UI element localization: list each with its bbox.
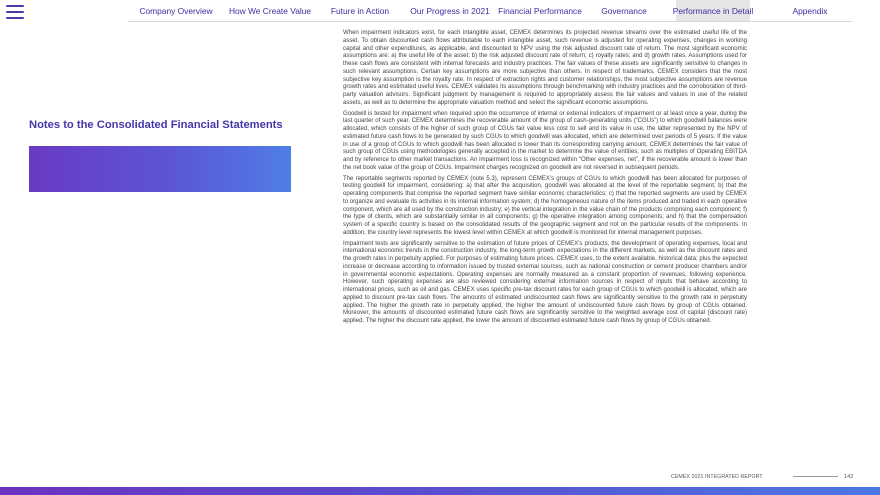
paragraph-reportable-segments: The reportable segments reported by CEMEX (note 5.3), represent CEMEX’s groups of CGUs to which goodwill has been allocated for purposes of testing goodwill for impairment, considering: a) that after the acquisition, goodwill was allocated at the level of the reportable segment; b) that the operating components that comprise the reported segment have similar economic characteristics; c) that the reported segments are used by CEMEX to organize and evaluate its activities in its internal information system; d) the homogeneous nature of the items produced and traded in each operative component, which are all used by the construction industry; e) the vertical integration in the value chain of the products comprising each component; f) the type of clients, which are substantially similar in all components; g) the operative integration among components; and h) that the compensation system of a specific country is based on the consolidated results of the geographic segment and not on the particular results of the components. In addition, the country level represents the lowest level within CEMEX at which goodwill is monitored for internal management purposes. (343, 175, 747, 236)
section-title: Notes to the Consolidated Financial Statements (29, 119, 283, 131)
nav-item-how-we-create-value[interactable]: How We Create Value (228, 5, 312, 16)
paragraph-impairment-sensitivity: Impairment tests are significantly sensitive to the estimation of future prices of CEMEX’s products, the development of operating expenses, local and international economic trends in the construction industry, the long-term growth expectations in the different markets, as well as the discount rates and the growth rates in perpetuity applied. For purposes of estimating future prices, CEMEX uses, to the extent available, historical data; plus the expected increase or decrease according to information issued by trusted external sources, such as national construction or cement producer chambers and/or in governmental economic expectations. Operating expenses are normally measured as a constant proportion of revenues, following experience. However, such operating expenses are also reviewed considering external information sources in respect of inputs that behave according to international prices, such as oil and gas. CEMEX uses specific pre-tax discount rates for each group of CGUs to which goodwill is allocated, which are applied to discount pre-tax cash flows. The amounts of estimated undiscounted cash flows are significantly sensitive to the growth rate in perpetuity applied. The higher the growth rate in perpetuity applied, the higher the amount of undiscounted future cash flows by group of CGUs obtained. Moreover, the amounts of discounted estimated future cash flows are significantly sensitive to the weighted average cost of capital (discount rate) applied. The higher the discount rate applied, the lower the amount of discounted estimated future cash flows by group of CGUs obtained. (343, 240, 747, 324)
nav-item-performance-in-detail[interactable]: Performance in Detail (676, 0, 750, 21)
paragraph-intangible-assets: When impairment indicators exist, for each intangible asset, CEMEX determines its projected revenue streams over the estimated useful life of the asset. To obtain discounted cash flows attributable to each intangible asset, such revenue is adjusted for operating expenses, changes in working capital and other expenditures, as applicable, and discounted to NPV using the risk adjusted discount rate of return. The most significant economic assumptions are: a) the useful life of the asset; b) the risk adjusted discount rate of return; c) royalty rates; and d) growth rates. Assumptions used for these cash flows are consistent with internal forecasts and industry practices. The fair values of these assets are significantly sensitive to changes in such relevant assumptions. Certain key assumptions are more subjective than others. In respect of trademarks, CEMEX considers that the most subjective key assumption is the royalty rate. In respect of extraction rights and customer relationships, the most subjective assumptions are revenue growth rates and estimated useful lives. CEMEX validates its assumptions through benchmarking with industry practices and the corroboration of third-party valuation advisors. Significant judgment by management is required to appropriately assess the fair values and values in use of the related assets, as well as to determine the appropriate valuation method and select the significant economic assumptions. (343, 30, 747, 106)
body-text (343, 30, 747, 329)
nav-item-governance[interactable]: Governance (601, 5, 647, 16)
section-banner (29, 146, 291, 192)
nav-item-appendix[interactable]: Appendix (792, 5, 828, 16)
page-number: 142 (844, 474, 854, 480)
top-navigation (128, 0, 852, 22)
nav-item-financial-performance[interactable]: Financial Performance (498, 5, 582, 16)
nav-item-future-in-action[interactable]: Future in Action (330, 5, 390, 16)
footer-divider (793, 476, 838, 477)
footer-report-label: CEMEX 2021 INTEGRATED REPORT (671, 474, 763, 480)
nav-item-company-overview[interactable]: Company Overview (139, 5, 213, 16)
paragraph-goodwill-testing: Goodwill is tested for impairment when required upon the occurrence of internal or external indicators of impairment or at least once a year, during the last quarter of such year. CEMEX determines the recoverable amount of the group of cash-generating units (“CGUs”) to which goodwill balances were allocated, which consists of the higher of such group of CGUs fair value less cost to sell and its value in use, the latter represented by the NPV of estimated future cash flows to be generated by such CGUs to which goodwill was allocated, which are determined over periods of 5 years. If the value in use of a group of CGUs to which goodwill has been allocated is lower than its corresponding carrying amount, CEMEX determines the fair value of such group of CGUs using methodologies generally accepted in the market to determine the value of entities, such as multiples of Operating EBITDA and by reference to other market transactions. An impairment loss is recognized within “Other expenses, net”, if the recoverable amount is lower than the net book value of the group of CGUs. Impairment charges recognized on goodwill are not reversed in subsequent periods. (343, 110, 747, 171)
hamburger-menu-icon[interactable] (6, 5, 24, 19)
bottom-gradient-bar (0, 487, 880, 495)
nav-item-our-progress-2021[interactable]: Our Progress in 2021 (410, 5, 490, 16)
